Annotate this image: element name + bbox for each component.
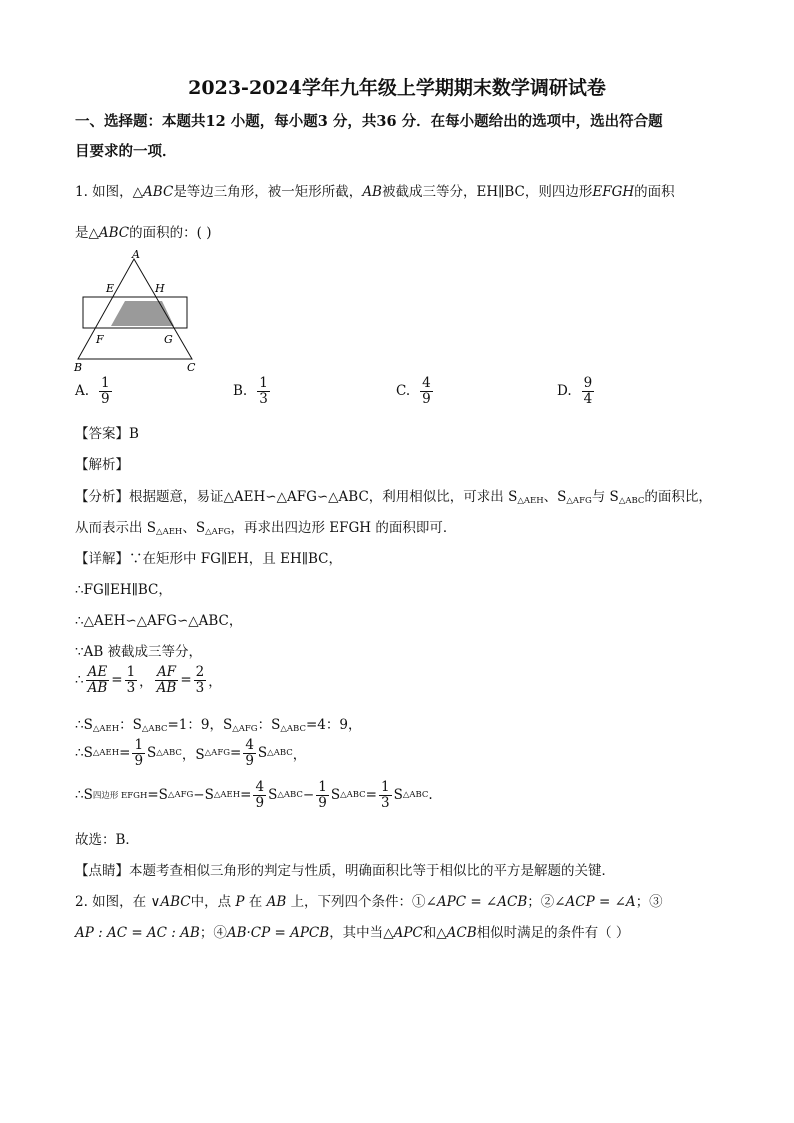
option-b[interactable]: B. $\frac{1}{3}$: [233, 375, 268, 407]
label-e: E: [106, 282, 115, 295]
section-heading-line2: 目要求的一项．: [75, 143, 177, 160]
option-c[interactable]: C. $\frac{4}{9}$: [396, 375, 431, 407]
shaded-quadrilateral-efgh: [111, 301, 174, 326]
label-b: B: [74, 361, 83, 374]
xiangjie-ratio-line: ∴ $\frac{AE}{AB}$ = $\frac{1}{3}$ ， $\frac{AF}{AB}$ = $\frac{2}{3}$ ，: [75, 664, 222, 696]
xiangjie-line2: ∴FG∥EH∥BC，: [75, 582, 172, 598]
label-a: A: [132, 248, 140, 261]
option-d[interactable]: D. $\frac{9}{4}$: [557, 375, 593, 407]
xiangjie-area-ratio-line: $\therefore S_{\triangle AEH}$：$S_{\triangle ABC}=1$：9，$S_{\triangle AFG}$：$S_{\triangle ABC}=4$：9，: [75, 717, 362, 734]
answer-line: 【答案】B: [75, 426, 139, 442]
option-a[interactable]: A. $\frac{1}{9}$: [75, 375, 110, 407]
label-c: C: [187, 361, 196, 374]
q2-stem-line2: AP : AC = AC : AB；④AB·CP = APCB，其中当△APC和△ACB相似时满足的条件有（ ）: [75, 925, 630, 941]
q1-stem-line2: 是△ABC的面积的：( ): [75, 225, 212, 241]
q2-stem-line1: 2. 如图，在 ∨ABC中，点 P 在 AB 上，下列四个条件：①∠APC = ∠ACB；②∠ACP = ∠A；③: [75, 894, 663, 910]
page-title: 2023-2024学年九年级上学期期末数学调研试卷: [188, 77, 606, 99]
label-f: F: [96, 333, 104, 346]
xiangjie-final-line: ∴S 四边形 EFGH =S △AFG −S △AEH = $\frac{4}{9}$ S △ABC − $\frac{1}{9}$ S △ABC = $\frac{1}{3}$ S △ABC .: [75, 779, 433, 811]
dianjing-line: 【点睛】本题考查相似三角形的判定与性质，明确面积比等于相似比的平方是解题的关键．: [75, 863, 615, 879]
fenxi-line2: 从而表示出 $S_{\triangle AEH}$、$S_{\triangle AFG}$，再求出四边形 EFGH 的面积即可．: [75, 520, 457, 537]
fenxi-line1: 【分析】根据题意，易证△AEH∽△AFG∽△ABC，利用相似比，可求出 $S_{\triangle AEH}$、$S_{\triangle AFG}$与 $S_{\triangle ABC}$的面积比，: [75, 489, 712, 506]
label-h: H: [155, 282, 165, 295]
xiangjie-line1: 【详解】∵在矩形中 FG∥EH，且 EH∥BC，: [75, 551, 342, 567]
xiangjie-area-expr-line: ∴S △AEH = $\frac{1}{9}$ S △ABC ，S △AFG = $\frac{4}{9}$ S △ABC ，: [75, 737, 307, 769]
q1-stem-line1: 1. 如图，△ABC是等边三角形，被一矩形所截，AB被截成三等分，EH∥BC，则四边形EFGH的面积: [75, 184, 675, 200]
section-heading-line1: 一、选择题：本题共12 小题，每小题3 分，共36 分．在每小题给出的选项中，选出符合题: [75, 113, 663, 130]
xiangjie-line3: ∴△AEH∽△AFG∽△ABC，: [75, 613, 243, 629]
label-g: G: [164, 333, 173, 346]
xiangjie-line4: ∵AB 被截成三等分，: [75, 644, 203, 660]
analysis-tag: 【解析】: [75, 457, 129, 473]
triangle-figure: [70, 245, 210, 375]
choose-line: 故选：B．: [75, 832, 139, 848]
